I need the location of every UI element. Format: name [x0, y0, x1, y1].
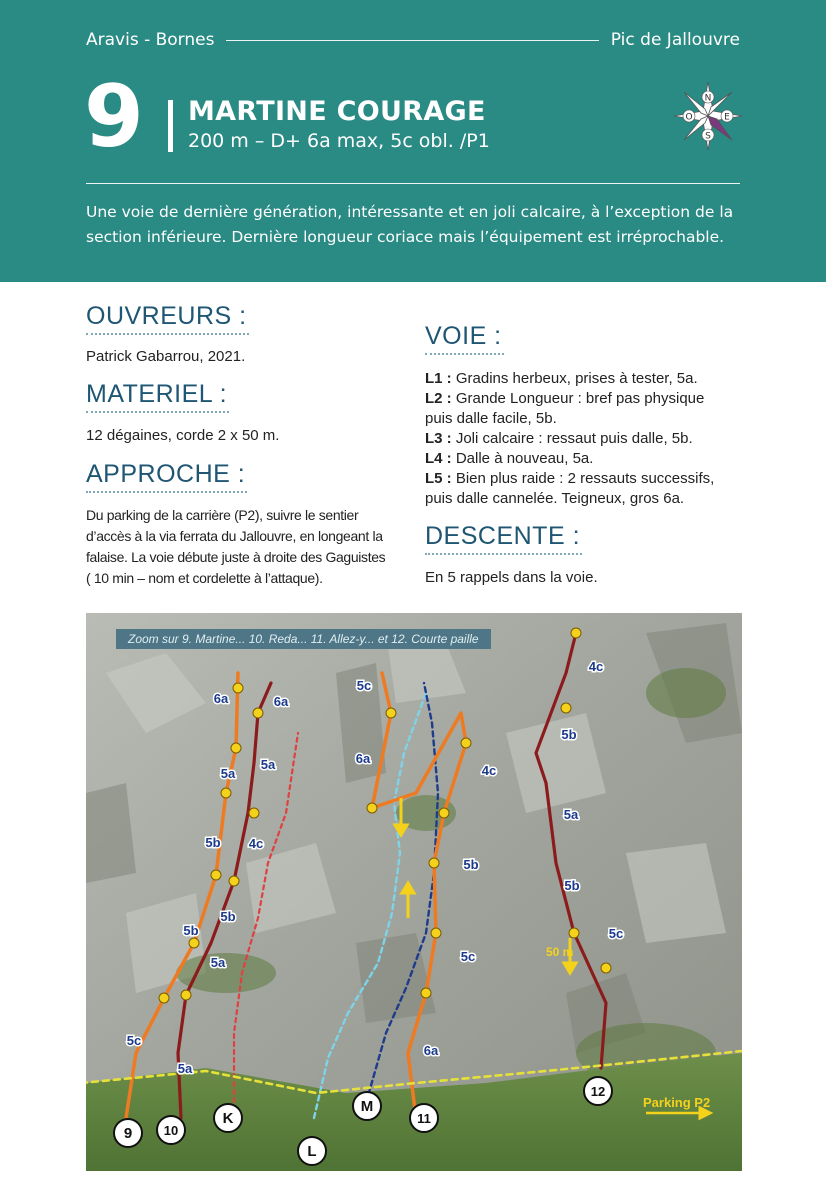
pitch-text: Bien plus raide : 2 ressauts successifs,	[455, 470, 715, 487]
grade-label: 5c	[608, 926, 624, 941]
grade-label: 5c	[460, 949, 476, 964]
compass-o: O	[685, 112, 693, 123]
route-intro: Une voie de dernière génération, intéressante et en joli calcaire, à l’exception de la section inférieure. Dernière longueur coriace mais l’équipement est irréprochable.	[86, 203, 734, 246]
approche-line: ( 10 min – nom et cordelette à l’attaque).	[86, 570, 323, 586]
grade-label: 4c	[481, 763, 497, 778]
pitch-l3	[425, 429, 755, 449]
grade-label: 5b	[183, 923, 199, 938]
parking-label: Parking P2	[643, 1095, 711, 1110]
ouvreurs-text: Patrick Gabarrou, 2021.	[86, 348, 246, 365]
route-marker-label: 11	[417, 1111, 431, 1126]
compass-s: S	[705, 131, 711, 142]
approche-line: falaise. La voie débute juste à droite des Gaguistes	[86, 549, 386, 565]
pitch-text: Dalle à nouveau, 5a.	[455, 450, 594, 467]
grade-label: 5b	[205, 835, 221, 850]
materiel-heading: MATERIEL :	[86, 380, 228, 408]
grade-label: 5c	[126, 1033, 142, 1048]
pitch-l5	[425, 469, 755, 489]
pitch-text: Gradins herbeux, prises à tester, 5a.	[455, 370, 698, 387]
divider	[168, 100, 173, 152]
divider	[226, 40, 598, 41]
topo-photo	[86, 613, 742, 1171]
route-marker-label: 10	[163, 1123, 179, 1138]
ouvreurs-heading: OUVREURS :	[86, 302, 247, 330]
topo-drawing	[86, 613, 742, 1171]
pitch-l2-cont: puis dalle facile, 5b.	[425, 410, 557, 427]
approche-text	[86, 505, 406, 589]
compass-icon	[672, 80, 744, 152]
grade-label: 4c	[248, 836, 264, 851]
pitch-l1	[425, 369, 755, 389]
grade-label: 5a	[210, 955, 226, 970]
grade-label: 5b	[220, 909, 236, 924]
grade-label: 5a	[260, 757, 276, 772]
pitch-id: L4 :	[425, 450, 452, 467]
descente-text: En 5 rappels dans la voie.	[425, 569, 598, 586]
grade-label: 5a	[563, 807, 579, 822]
route-summary: 200 m – D+ 6a max, 5c obl. /P1	[188, 130, 490, 152]
grade-label: 6a	[213, 691, 229, 706]
grade-label: 6a	[355, 751, 371, 766]
region-label: Aravis - Bornes	[86, 30, 215, 50]
route-marker-label: 12	[590, 1084, 606, 1099]
pitch-l2	[425, 389, 755, 409]
pitch-id: L2 :	[425, 390, 452, 407]
grade-label: 5b	[564, 878, 580, 893]
page-title: MARTINE COURAGE	[188, 96, 486, 127]
summit-label: Pic de Jallouvre	[610, 30, 740, 50]
route-number: 9	[84, 67, 142, 167]
voie-heading: VOIE :	[425, 322, 502, 350]
grade-label: 5a	[220, 766, 236, 781]
header-band	[0, 0, 826, 282]
approche-line: d’accès à la via ferrata du Jallouvre, en longeant la	[86, 528, 383, 544]
route-marker-label: K	[222, 1110, 234, 1127]
grade-label: 5c	[356, 678, 372, 693]
route-marker-label: 9	[123, 1125, 133, 1142]
grade-label: 4c	[588, 659, 604, 674]
voie-pitches	[425, 369, 755, 509]
grade-label: 5a	[177, 1061, 193, 1076]
grade-label: 6a	[273, 694, 289, 709]
zoom-banner: Zoom sur 9. Martine... 10. Reda... 11. Allez-y... et 12. Courte paille	[116, 629, 491, 649]
pitch-l4	[425, 449, 755, 469]
compass-e: E	[724, 112, 730, 123]
pitch-text: Grande Longueur : bref pas physique	[455, 390, 705, 407]
route-marker-label: M	[360, 1098, 374, 1115]
compass-n: N	[704, 93, 712, 104]
breadcrumb	[86, 30, 740, 50]
grade-label: 5b	[463, 857, 479, 872]
pitch-id: L3 :	[425, 430, 452, 447]
distance-label: 50 m	[546, 945, 574, 959]
approche-line: Du parking de la carrière (P2), suivre le sentier	[86, 507, 359, 523]
divider	[86, 183, 740, 184]
pitch-id: L1 :	[425, 370, 452, 387]
pitch-id: L5 :	[425, 470, 452, 487]
pitch-text: Joli calcaire : ressaut puis dalle, 5b.	[455, 430, 693, 447]
grade-label: 5b	[561, 727, 577, 742]
approche-heading: APPROCHE :	[86, 460, 246, 488]
route-marker-label: L	[307, 1143, 317, 1160]
grade-label: 6a	[423, 1043, 439, 1058]
materiel-text: 12 dégaines, corde 2 x 50 m.	[86, 427, 280, 444]
descente-heading: DESCENTE :	[425, 522, 581, 550]
pitch-l5-cont: puis dalle cannelée. Teigneux, gros 6a.	[425, 490, 685, 507]
